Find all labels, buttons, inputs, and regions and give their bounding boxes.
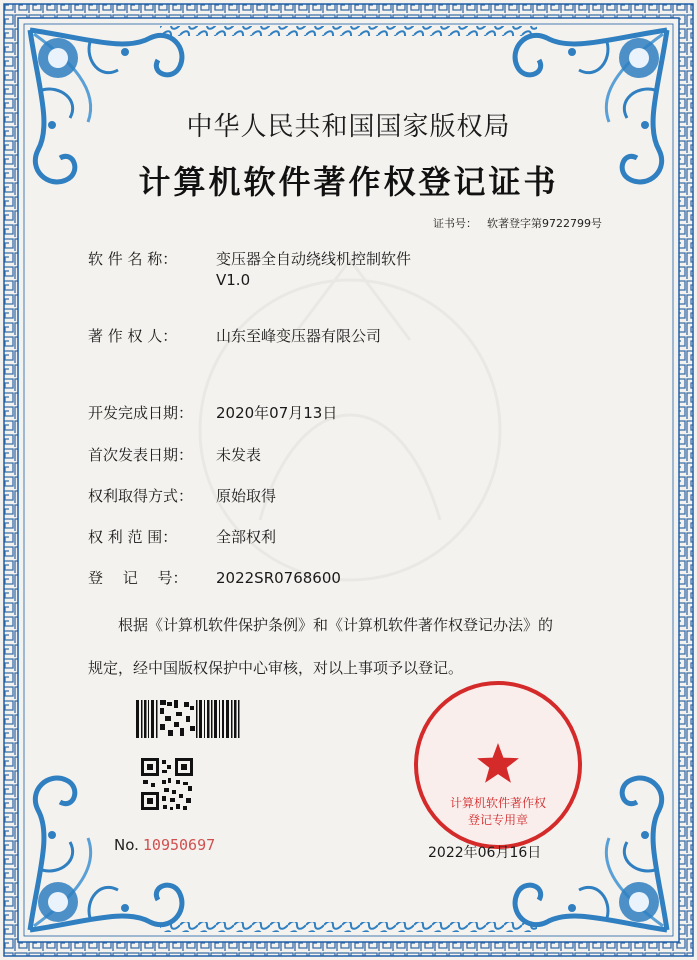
field-value: 2022SR0768600 — [216, 569, 341, 587]
field-completion-date — [88, 402, 337, 423]
serial-prefix: No. — [114, 836, 139, 854]
seal-text-line-2: 登记专用章 — [467, 813, 528, 827]
field-registration-number — [88, 567, 341, 588]
field-label: 权利取得方式： — [88, 487, 194, 505]
field-rights-scope — [88, 526, 276, 547]
field-value: 山东至峰变压器有限公司 — [216, 327, 382, 345]
top-wave-ornament — [160, 26, 537, 36]
certificate-title: 计算机软件著作权登记证书 — [138, 163, 559, 201]
field-software-name — [88, 248, 411, 269]
statement-line-2: 规定，经中国版权保护中心审核，对以上事项予以登记。 — [88, 659, 464, 677]
serial-number — [114, 836, 215, 854]
field-value: 未发表 — [216, 446, 262, 464]
field-first-publication — [88, 444, 261, 465]
certificate-number — [433, 215, 602, 231]
field-value: 原始取得 — [216, 487, 277, 505]
field-value: 全部权利 — [216, 528, 277, 546]
field-copyright-owner — [88, 325, 381, 346]
field-value: 2020年07月13日 — [216, 404, 338, 422]
issue-date: 2022年06月16日 — [428, 845, 542, 861]
certificate-number-label: 证书号： — [433, 217, 477, 230]
field-label: 登 记 号： — [88, 569, 188, 587]
certificate-number-value: 软著登字第9722799号 — [487, 217, 602, 230]
field-label: 权 利 范 围： — [88, 528, 178, 546]
field-label: 软 件 名 称： — [88, 250, 178, 268]
field-label: 首次发表日期： — [88, 446, 194, 464]
field-acquisition-method — [88, 485, 276, 506]
serial-value: 10950697 — [142, 836, 216, 854]
seal-text-line-1: 计算机软件著作权 — [449, 796, 546, 810]
field-software-version: V1.0 — [216, 271, 251, 289]
registration-statement — [88, 604, 618, 690]
bottom-wave-ornament — [160, 922, 537, 932]
issuer-name: 中华人民共和国国家版权局 — [186, 112, 511, 142]
statement-line-1: 根据《计算机软件保护条例》和《计算机软件著作权登记办法》的 — [118, 616, 554, 634]
field-value: 变压器全自动绕线机控制软件 — [216, 250, 412, 268]
field-label: 著 作 权 人： — [88, 327, 178, 345]
field-label: 开发完成日期： — [88, 404, 194, 422]
